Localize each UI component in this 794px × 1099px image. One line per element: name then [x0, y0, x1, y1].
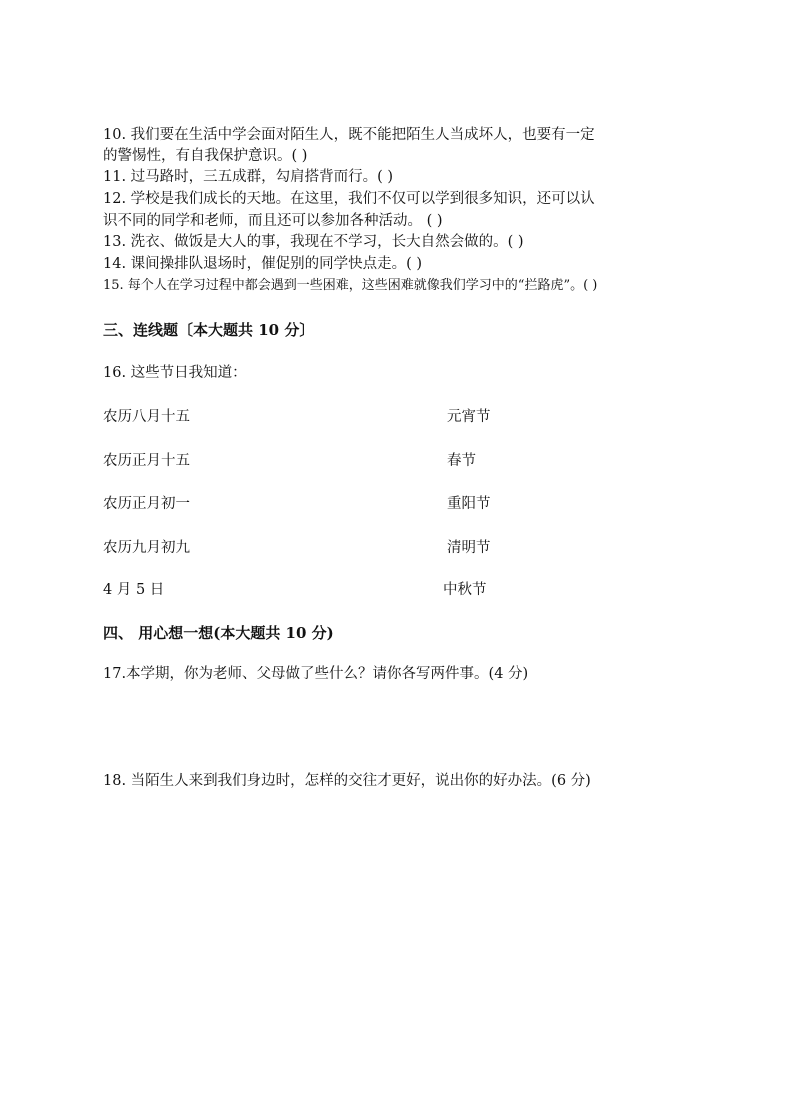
matching-right-item: 清明节 [447, 540, 491, 556]
matching-left-item: 农历正月初一 [103, 496, 190, 512]
section-4-heading: 四、 用心想一想(本大题共 10 分) [103, 624, 334, 642]
question-11: 11. 过马路时，三五成群，勾肩搭背而行。( ) [103, 169, 394, 185]
question-13: 13. 洗衣、做饭是大人的事，我现在不学习，长大自然会做的。( ) [103, 234, 524, 250]
section-3-heading: 三、连线题〔本大题共 10 分〕 [103, 321, 315, 339]
question-10-line-2: 的警惕性，有自我保护意识。( ) [103, 148, 308, 164]
question-15: 15. 每个人在学习过程中都会遇到一些困难，这些困难就像我们学习中的“拦路虎”。( ) [103, 278, 598, 293]
question-16: 16. 这些节日我知道： [103, 365, 247, 381]
matching-right-item: 中秋节 [443, 582, 487, 598]
matching-right-item: 春节 [447, 453, 476, 469]
matching-left-item: 农历八月十五 [103, 409, 190, 425]
question-18: 18. 当陌生人来到我们身边时，怎样的交往才更好，说出你的好办法。(6 分) [103, 773, 591, 789]
matching-right-item: 重阳节 [447, 496, 491, 512]
question-17: 17.本学期，你为老师、父母做了些什么？请你各写两件事。(4 分) [103, 666, 529, 682]
matching-left-item: 农历正月十五 [103, 453, 190, 469]
question-12-line-2: 识不同的同学和老师，而且还可以参加各种活动。 ( ) [103, 213, 443, 229]
question-14: 14. 课间操排队退场时，催促别的同学快点走。( ) [103, 256, 423, 272]
matching-right-item: 元宵节 [447, 409, 491, 425]
question-12-line-1: 12. 学校是我们成长的天地。在这里，我们不仅可以学到很多知识，还可以认 [103, 191, 595, 207]
question-10-line-1: 10. 我们要在生活中学会面对陌生人，既不能把陌生人当成坏人，也要有一定 [103, 127, 595, 143]
matching-left-item: 4 月 5 日 [103, 582, 165, 598]
matching-left-item: 农历九月初九 [103, 540, 190, 556]
